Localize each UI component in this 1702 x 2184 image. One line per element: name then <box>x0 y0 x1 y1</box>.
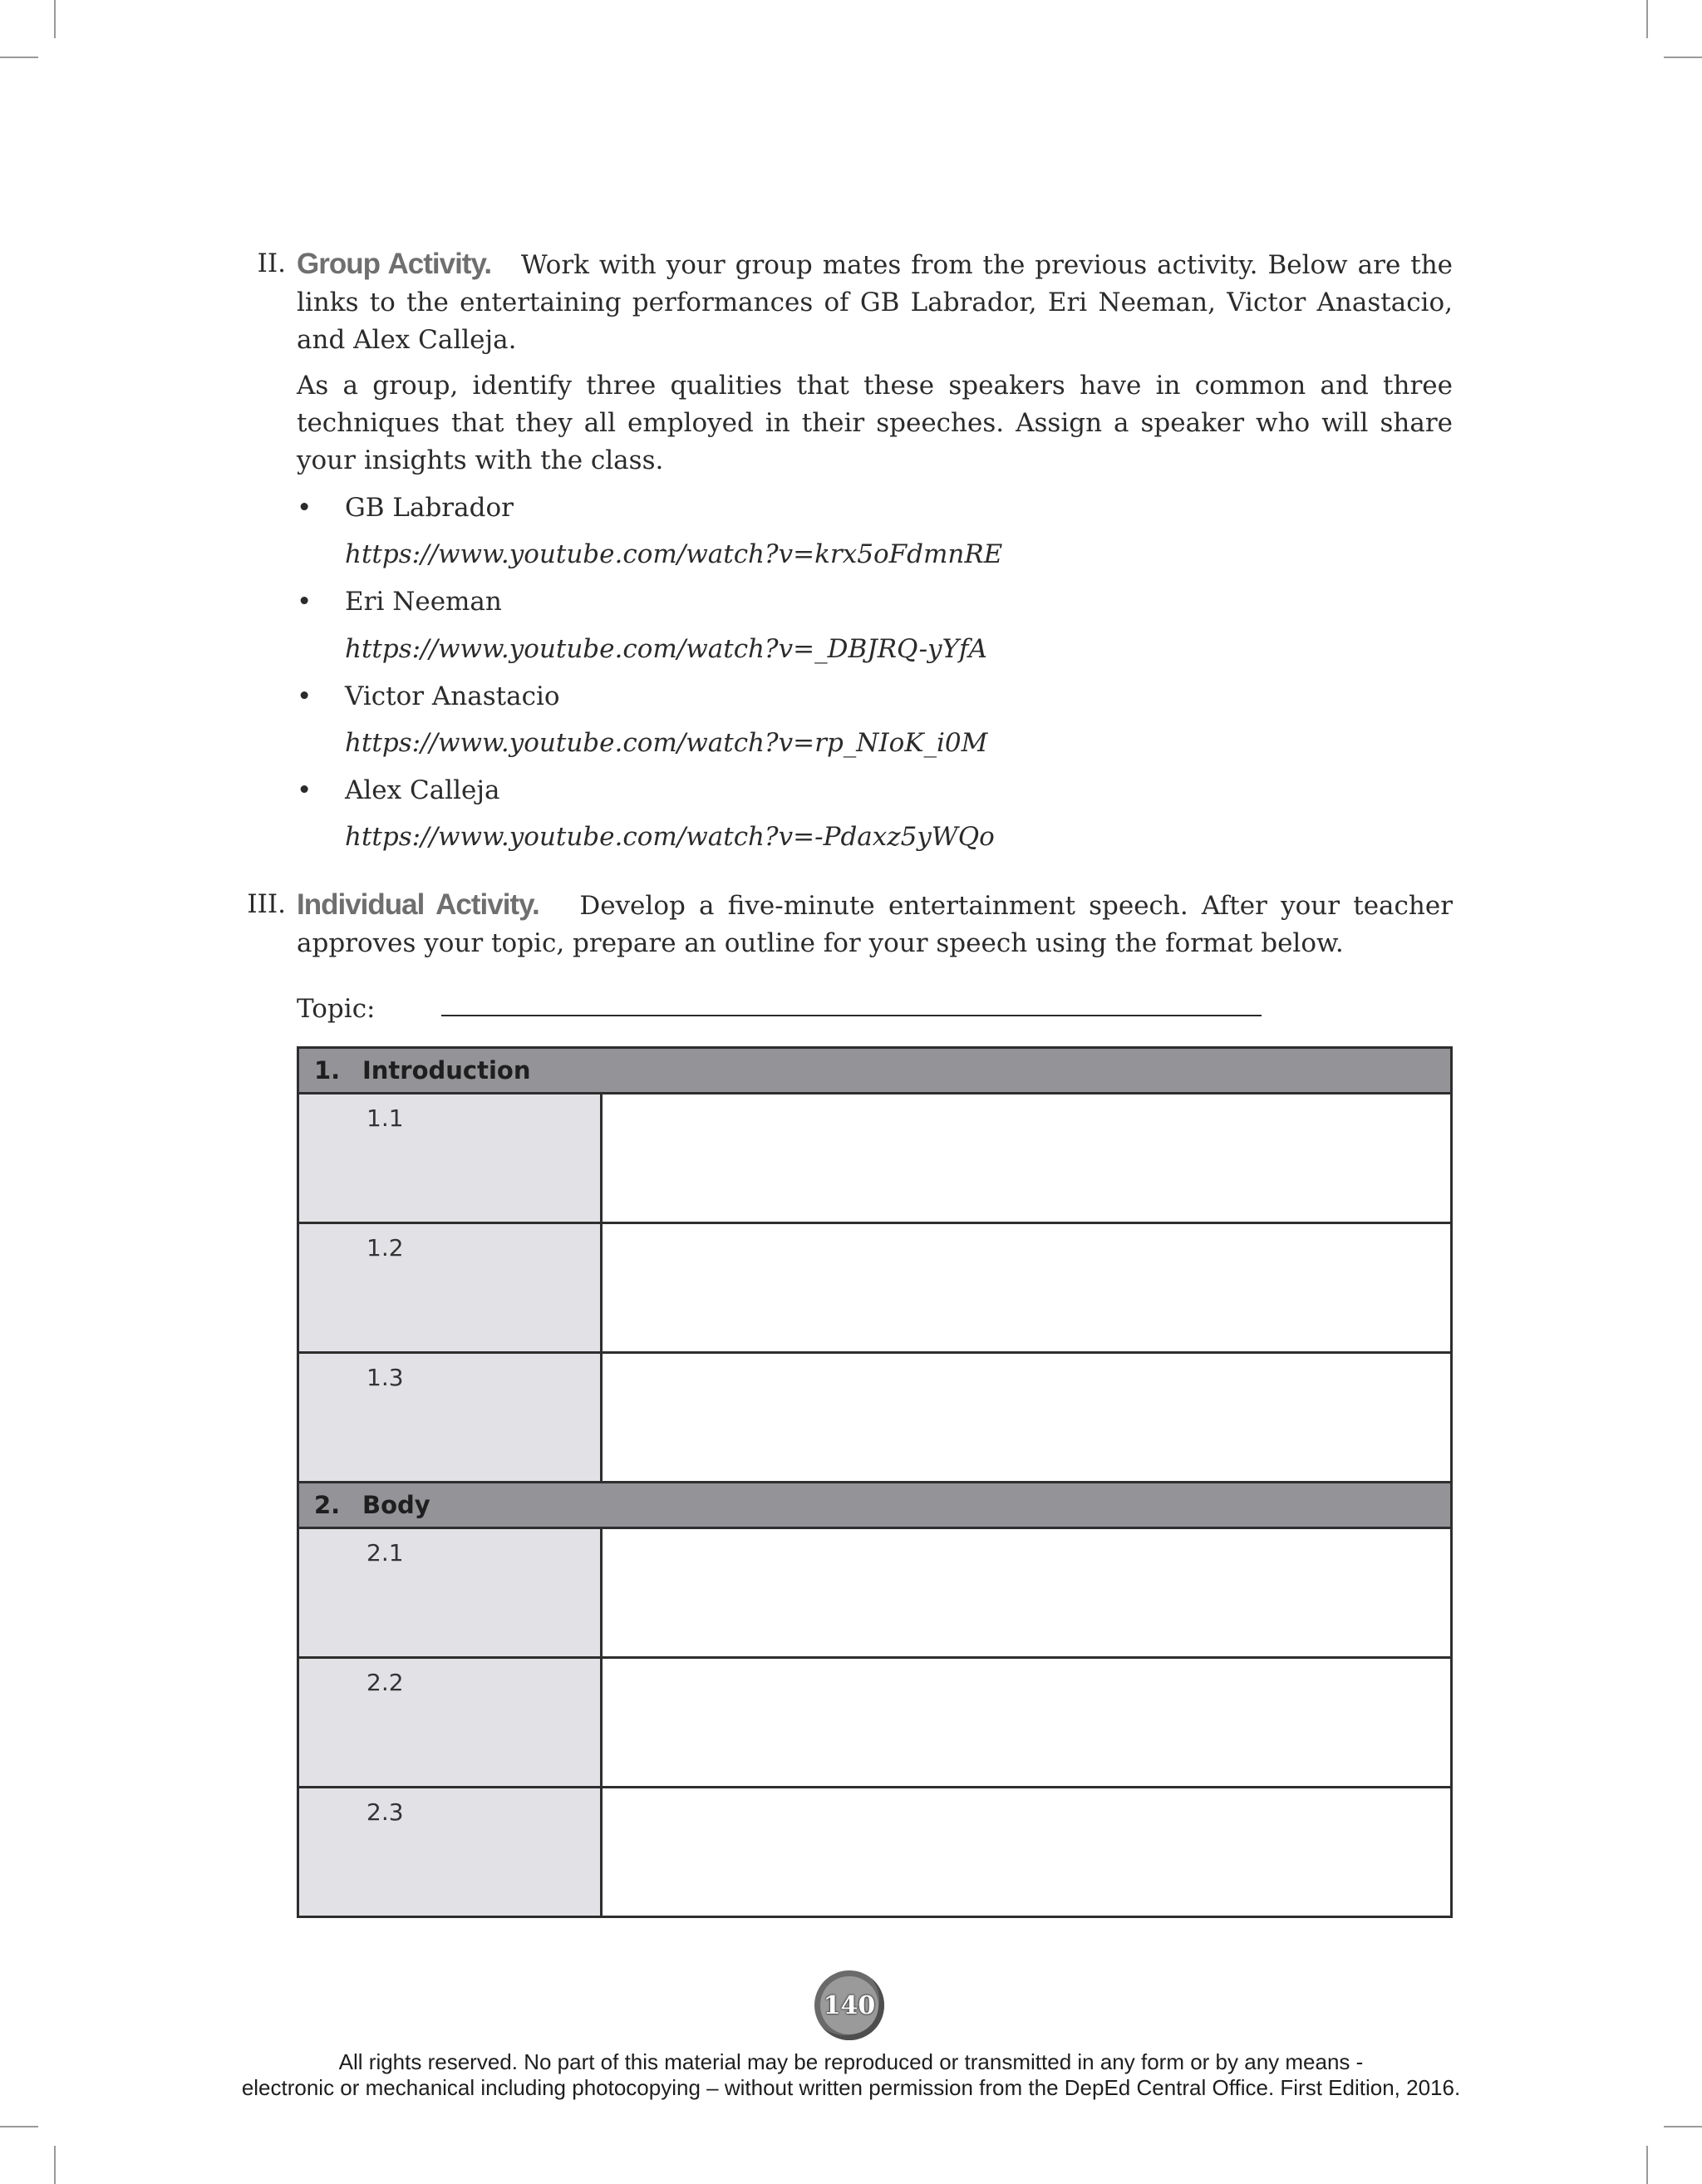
section-header-cell <box>298 1048 1452 1094</box>
item-label-cell <box>298 1658 602 1788</box>
section-numeral-iii: III. <box>247 889 286 919</box>
table-row <box>298 1788 1452 1917</box>
topic-label: Topic: <box>297 994 376 1024</box>
individual-activity-heading: Individual Activity. <box>297 888 539 921</box>
section-title: Body <box>362 1491 430 1519</box>
item-answer-cell[interactable] <box>602 1353 1452 1483</box>
item-label-cell <box>298 1528 602 1658</box>
table-section-header <box>298 1048 1452 1094</box>
bullet: • <box>297 681 312 711</box>
bullet: • <box>297 493 312 523</box>
footer-line-2: electronic or mechanical including photocopying – without written permission from the DepEd Central Office. First Edition, 2016. <box>241 2075 1461 2100</box>
speaker-link[interactable]: https://www.youtube.com/watch?v=_DBJRQ-yYfA <box>345 634 987 664</box>
section-header-cell <box>298 1483 1452 1528</box>
crop-mark <box>0 57 38 58</box>
speaker-link[interactable]: https://www.youtube.com/watch?v=krx5oFdmnRE <box>345 539 1003 569</box>
speaker-link[interactable]: https://www.youtube.com/watch?v=-Pdaxz5yWQo <box>345 822 995 852</box>
speaker-name: Alex Calleja <box>345 775 500 805</box>
speaker-link[interactable]: https://www.youtube.com/watch?v=rp_NIoK_i0M <box>345 728 988 758</box>
item-label: 1.3 <box>366 1364 404 1391</box>
speaker-name: Victor Anastacio <box>345 681 560 711</box>
table-row <box>298 1353 1452 1483</box>
item-label: 2.1 <box>366 1539 404 1567</box>
table-row <box>298 1223 1452 1353</box>
item-answer-cell[interactable] <box>602 1094 1452 1223</box>
item-label: 2.3 <box>366 1798 404 1826</box>
crop-mark <box>54 0 56 38</box>
item-answer-cell[interactable] <box>602 1788 1452 1917</box>
crop-mark <box>1664 2126 1702 2127</box>
individual-activity-intro-text: Develop a five-minute entertainment speech. After your teacher approves your topic, prepare an outline for your speech using the format below. <box>297 891 1454 958</box>
item-label-cell <box>298 1223 602 1353</box>
speaker-name: GB Labrador <box>345 493 514 523</box>
topic-input-line[interactable] <box>441 1015 1262 1016</box>
crop-mark <box>54 2146 56 2184</box>
item-label-cell <box>298 1094 602 1223</box>
item-answer-cell[interactable] <box>602 1528 1452 1658</box>
crop-mark <box>0 2126 38 2127</box>
section-number: 1. <box>314 1056 341 1085</box>
crop-mark <box>1646 0 1648 38</box>
table-row <box>298 1658 1452 1788</box>
individual-activity-intro <box>297 886 1453 962</box>
table-row <box>298 1528 1452 1658</box>
footer-line-1: All rights reserved. No part of this material may be reproduced or transmitted in any form or by any means - <box>338 2049 1364 2074</box>
outline-table <box>297 1046 1453 1918</box>
item-label: 1.2 <box>366 1234 404 1262</box>
item-label-cell <box>298 1788 602 1917</box>
group-activity-intro-text: Work with your group mates from the previous activity. Below are the links to the entertaining performances of GB Labrador, Eri Neeman, Victor Anastacio, and Alex Calleja. <box>297 250 1454 355</box>
item-answer-cell[interactable] <box>602 1223 1452 1353</box>
group-activity-intro <box>297 245 1453 359</box>
item-label-cell <box>298 1353 602 1483</box>
section-number: 2. <box>314 1491 341 1519</box>
table-section-header <box>298 1483 1452 1528</box>
crop-mark <box>1646 2146 1648 2184</box>
group-activity-heading: Group Activity. <box>297 248 492 280</box>
item-label: 2.2 <box>366 1669 404 1696</box>
item-label: 1.1 <box>366 1104 404 1132</box>
bullet: • <box>297 587 312 617</box>
table-row <box>298 1094 1452 1223</box>
page-number: 140 <box>820 1976 878 2034</box>
group-activity-instructions: As a group, identify three qualities that these speakers have in common and three techniques that they all employed in their speeches. Assign a speaker who will share your insights with the class. <box>297 371 1453 475</box>
bullet: • <box>297 775 312 805</box>
section-title: Introduction <box>362 1056 531 1085</box>
page-number-badge <box>814 1970 884 2040</box>
section-numeral-ii: II. <box>257 248 286 278</box>
speaker-name: Eri Neeman <box>345 587 502 617</box>
crop-mark <box>1664 57 1702 58</box>
item-answer-cell[interactable] <box>602 1658 1452 1788</box>
